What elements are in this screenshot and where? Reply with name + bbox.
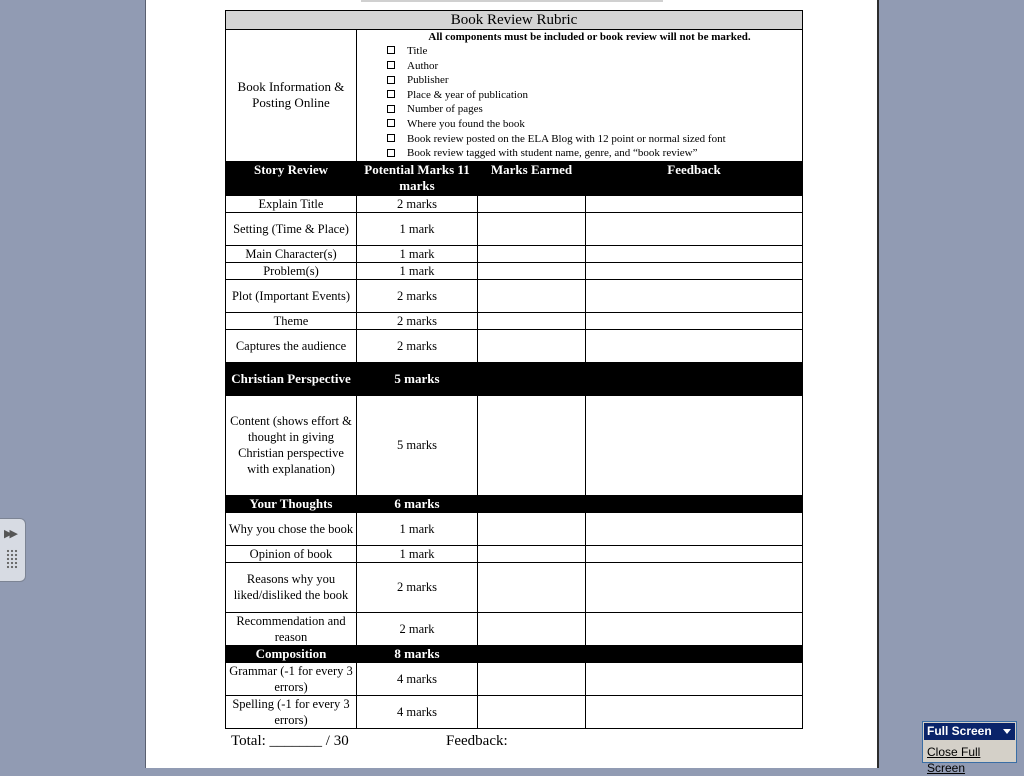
checklist-item-label: Number of pages — [407, 103, 483, 116]
marks-earned-cell — [478, 662, 586, 695]
marks-earned-cell — [478, 279, 586, 312]
page-top-edge — [361, 0, 663, 2]
header-feedback: Feedback — [586, 161, 803, 195]
checklist-item — [387, 117, 800, 132]
feedback-cell — [586, 245, 803, 262]
document-page — [145, 0, 879, 768]
criterion-cell: Spelling (-1 for every 3 errors) — [226, 695, 357, 728]
table-row — [226, 245, 803, 262]
composition-header — [226, 645, 803, 662]
criterion-cell: Grammar (-1 for every 3 errors) — [226, 662, 357, 695]
sidebar-expand-handle[interactable] — [0, 518, 26, 582]
feedback-cell — [586, 195, 803, 212]
double-chevron-right-icon: ▶▶ — [4, 528, 15, 540]
feedback-cell — [586, 545, 803, 562]
table-row — [226, 262, 803, 279]
criterion-cell: Problem(s) — [226, 262, 357, 279]
checklist-item — [387, 59, 800, 74]
marks-cell: 1 mark — [357, 512, 478, 545]
title-row — [226, 11, 803, 30]
header-story-review: Story Review — [226, 161, 357, 195]
marks-cell: 2 marks — [357, 562, 478, 612]
table-row — [226, 562, 803, 612]
table-row — [226, 695, 803, 728]
thoughts-blank-2 — [586, 495, 803, 512]
table-row — [226, 312, 803, 329]
composition-label: Composition — [226, 645, 357, 662]
marks-earned-cell — [478, 512, 586, 545]
table-row — [226, 279, 803, 312]
table-row — [226, 612, 803, 645]
rubric-table — [225, 10, 803, 729]
checkbox-icon — [387, 46, 395, 54]
feedback-cell — [586, 562, 803, 612]
checkbox-icon — [387, 119, 395, 127]
marks-cell: 1 mark — [357, 545, 478, 562]
thoughts-header — [226, 495, 803, 512]
christian-label: Christian Perspective — [226, 362, 357, 395]
table-row — [226, 662, 803, 695]
criterion-cell: Plot (Important Events) — [226, 279, 357, 312]
marks-earned-cell — [478, 262, 586, 279]
composition-blank-1 — [478, 645, 586, 662]
marks-earned-cell — [478, 562, 586, 612]
thoughts-marks: 6 marks — [357, 495, 478, 512]
fullscreen-toolbar-title[interactable] — [924, 723, 1015, 740]
thoughts-blank-1 — [478, 495, 586, 512]
table-row — [226, 395, 803, 495]
table-row — [226, 545, 803, 562]
marks-cell: 5 marks — [357, 395, 478, 495]
feedback-line: Feedback: — [446, 733, 508, 749]
christian-blank-2 — [586, 362, 803, 395]
marks-earned-cell — [478, 312, 586, 329]
marks-earned-cell — [478, 212, 586, 245]
composition-blank-2 — [586, 645, 803, 662]
criterion-cell: Opinion of book — [226, 545, 357, 562]
thoughts-section — [226, 512, 803, 645]
feedback-cell — [586, 512, 803, 545]
composition-section — [226, 662, 803, 728]
checklist-item — [387, 73, 800, 88]
checkbox-icon — [387, 134, 395, 142]
checklist-item-label: Book review posted on the ELA Blog with 12 point or normal sized font — [407, 132, 726, 145]
chevron-down-icon[interactable] — [1003, 729, 1011, 734]
criterion-cell: Recommendation and reason — [226, 612, 357, 645]
fullscreen-title-text: Full Screen — [927, 724, 992, 738]
composition-marks: 8 marks — [357, 645, 478, 662]
checklist-item-label: Book review tagged with student name, genre, and “book review” — [407, 147, 698, 160]
feedback-cell — [586, 662, 803, 695]
criterion-cell: Content (shows effort & thought in giving Christian perspective with explanation) — [226, 395, 357, 495]
criterion-cell: Main Character(s) — [226, 245, 357, 262]
table-row — [226, 212, 803, 245]
marks-earned-cell — [478, 612, 586, 645]
feedback-cell — [586, 612, 803, 645]
feedback-cell — [586, 212, 803, 245]
checkbox-icon — [387, 149, 395, 157]
marks-cell: 4 marks — [357, 662, 478, 695]
marks-cell: 1 mark — [357, 245, 478, 262]
info-label: Book Information & Posting Online — [226, 30, 357, 162]
story-section — [226, 195, 803, 362]
marks-cell: 1 mark — [357, 262, 478, 279]
christian-header — [226, 362, 803, 395]
total-line: Total: _______ / 30 — [231, 733, 349, 749]
feedback-cell — [586, 329, 803, 362]
table-row — [226, 512, 803, 545]
checklist-item-label: Where you found the book — [407, 117, 525, 130]
checkbox-icon — [387, 61, 395, 69]
checkbox-icon — [387, 90, 395, 98]
criterion-cell: Setting (Time & Place) — [226, 212, 357, 245]
checklist-item — [387, 44, 800, 59]
checklist-item — [387, 132, 800, 147]
rubric-title: Book Review Rubric — [226, 11, 803, 30]
marks-earned-cell — [478, 329, 586, 362]
grip-dots-icon — [6, 549, 18, 569]
marks-cell: 1 mark — [357, 212, 478, 245]
checklist-item-label: Author — [407, 59, 439, 72]
info-checklist — [357, 30, 803, 162]
checklist — [359, 44, 800, 161]
info-note: All components must be included or book review will not be marked. — [428, 31, 751, 43]
marks-cell: 2 marks — [357, 329, 478, 362]
fullscreen-toolbar — [922, 721, 1017, 775]
checklist-item — [387, 88, 800, 103]
checklist-item — [387, 146, 800, 161]
info-row — [226, 30, 803, 162]
checklist-item — [387, 102, 800, 117]
marks-earned-cell — [478, 695, 586, 728]
criterion-cell: Theme — [226, 312, 357, 329]
table-row — [226, 195, 803, 212]
checkbox-icon — [387, 105, 395, 113]
header-potential-marks: Potential Marks 11 marks — [357, 161, 478, 195]
close-full-screen-button[interactable]: Close Full Screen — [927, 745, 981, 775]
feedback-cell — [586, 262, 803, 279]
marks-earned-cell — [478, 545, 586, 562]
checklist-item-label: Place & year of publication — [407, 88, 528, 101]
criterion-cell: Why you chose the book — [226, 512, 357, 545]
marks-earned-cell — [478, 195, 586, 212]
checklist-item-label: Title — [407, 45, 428, 57]
feedback-cell — [586, 279, 803, 312]
feedback-cell — [586, 695, 803, 728]
header-marks-earned: Marks Earned — [478, 161, 586, 195]
checklist-item-label: Publisher — [407, 74, 449, 87]
checkbox-icon — [387, 76, 395, 84]
criterion-cell: Reasons why you liked/disliked the book — [226, 562, 357, 612]
criterion-cell: Captures the audience — [226, 329, 357, 362]
criterion-cell: Explain Title — [226, 195, 357, 212]
marks-earned-cell — [478, 245, 586, 262]
header-row — [226, 161, 803, 195]
marks-earned-cell — [478, 395, 586, 495]
christian-blank-1 — [478, 362, 586, 395]
table-row — [226, 329, 803, 362]
marks-cell: 2 marks — [357, 279, 478, 312]
feedback-cell — [586, 395, 803, 495]
marks-cell: 2 marks — [357, 312, 478, 329]
thoughts-label: Your Thoughts — [226, 495, 357, 512]
marks-cell: 2 mark — [357, 612, 478, 645]
feedback-cell — [586, 312, 803, 329]
christian-marks: 5 marks — [357, 362, 478, 395]
marks-cell: 2 marks — [357, 195, 478, 212]
marks-cell: 4 marks — [357, 695, 478, 728]
